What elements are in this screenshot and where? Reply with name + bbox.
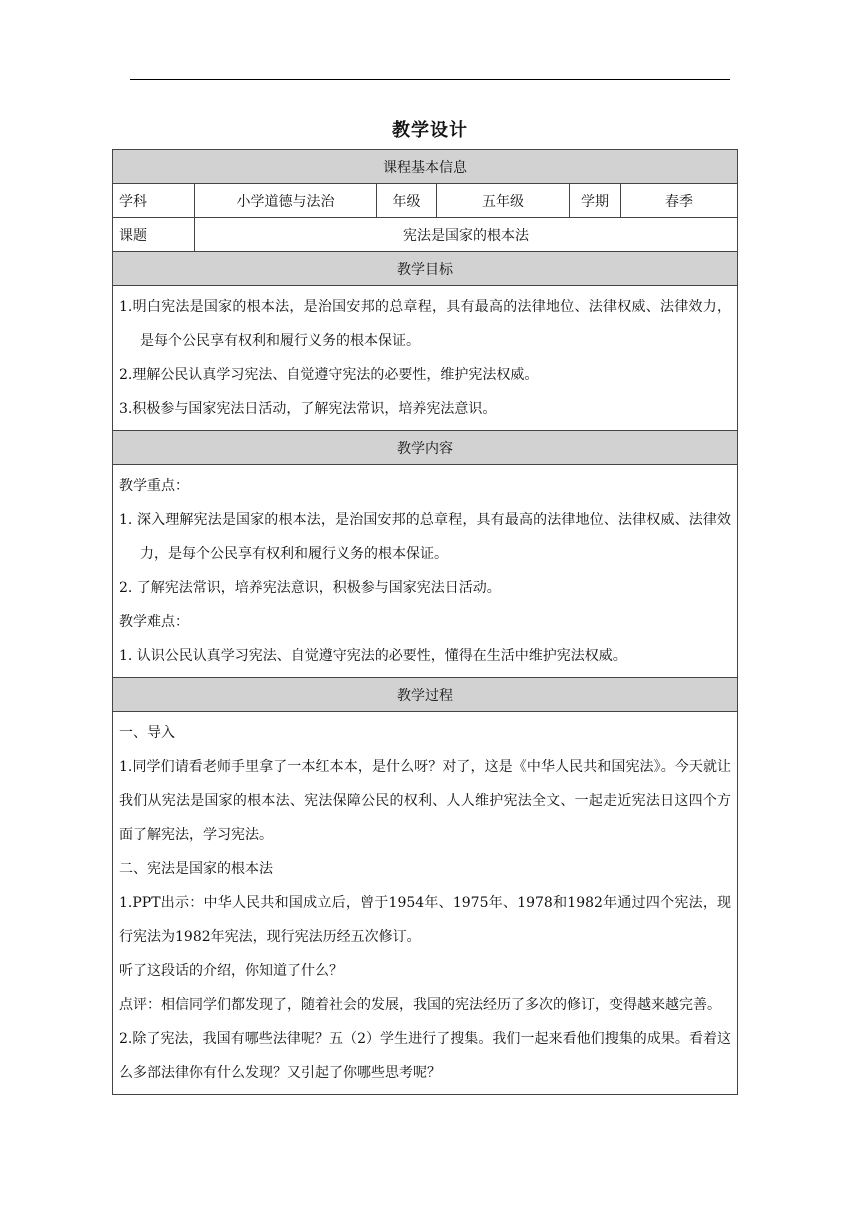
info-row-subject [113, 184, 738, 218]
process-paragraph: 1.PPT出示：中华人民共和国成立后，曾于1954年、1975年、1978和1982年通过四个宪法，现行宪法为1982年宪法，现行宪法历经五次修订。 [119, 895, 732, 945]
section-header-content: 教学内容 [113, 431, 738, 465]
process-body [113, 712, 738, 1095]
subject-value: 小学道德与法治 [195, 184, 377, 218]
term-value: 春季 [621, 184, 738, 218]
subject-label: 学科 [113, 184, 195, 218]
document-title: 教学设计 [392, 120, 468, 141]
grade-value: 五年级 [437, 184, 570, 218]
process-heading: 一、导入 [119, 725, 175, 741]
process-heading: 二、宪法是国家的根本法 [119, 861, 273, 877]
objective-item: 2.理解公民认真学习宪法、自觉遵守宪法的必要性，维护宪法权威。 [119, 367, 539, 383]
section-header-process: 教学过程 [113, 678, 738, 712]
section-header-basic-info: 课程基本信息 [113, 150, 738, 184]
header-rule [130, 79, 730, 80]
difficulty-label: 教学难点： [119, 614, 189, 630]
lesson-plan-table [112, 149, 738, 1095]
process-paragraph: 听了这段话的介绍，你知道了什么？ [119, 963, 343, 979]
topic-label: 课题 [113, 218, 195, 252]
process-paragraph: 2.除了宪法，我国有哪些法律呢？五（2）学生进行了搜集。我们一起来看他们搜集的成果。看着这么多部法律你有什么发现？又引起了你哪些思考呢？ [119, 1031, 732, 1081]
grade-label: 年级 [377, 184, 437, 218]
objective-item: 3.积极参与国家宪法日活动，了解宪法常识，培养宪法意识。 [119, 401, 497, 417]
objectives-body [113, 286, 738, 431]
key-point-item: 2. 了解宪法常识，培养宪法意识，积极参与国家宪法日活动。 [119, 580, 501, 596]
process-paragraph: 1.同学们请看老师手里拿了一本红本本，是什么呀？对了，这是《中华人民共和国宪法》。今天就让我们从宪法是国家的根本法、宪法保障公民的权利、人人维护宪法全文、一起走近宪法日这四个方面了解宪法，学习宪法。 [119, 759, 732, 843]
content-body [113, 465, 738, 678]
term-label: 学期 [570, 184, 621, 218]
process-paragraph: 点评：相信同学们都发现了，随着社会的发展，我国的宪法经历了多次的修订，变得越来越完善。 [119, 997, 721, 1013]
topic-value: 宪法是国家的根本法 [195, 218, 738, 252]
info-row-topic [113, 218, 738, 252]
section-header-objectives: 教学目标 [113, 252, 738, 286]
objective-item: 1.明白宪法是国家的根本法，是治国安邦的总章程，具有最高的法律地位、法律权威、法律效力，是每个公民享有权利和履行义务的根本保证。 [119, 299, 732, 349]
key-points-label: 教学重点： [119, 478, 189, 494]
key-point-item: 1. 深入理解宪法是国家的根本法，是治国安邦的总章程，具有最高的法律地位、法律权威、法律效力，是每个公民享有权利和履行义务的根本保证。 [119, 512, 732, 562]
difficulty-item: 1. 认识公民认真学习宪法、自觉遵守宪法的必要性，懂得在生活中维护宪法权威。 [119, 648, 627, 664]
